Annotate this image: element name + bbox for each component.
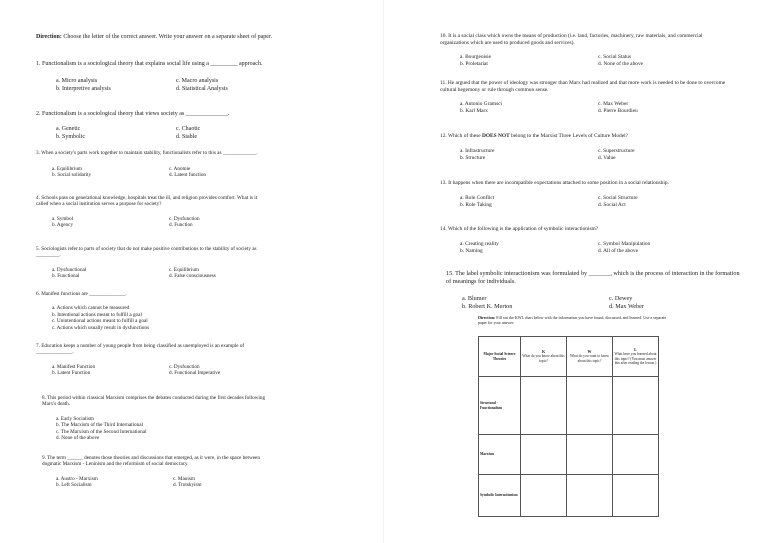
option-c[interactable]: c. The Marxism of the Second International [56,428,147,435]
directions [36,34,276,42]
question-1 [36,60,276,93]
kwl-cell-k[interactable] [521,475,567,517]
option-a[interactable]: a. Equilibrium [52,165,82,172]
option-b[interactable]: b. Symbolic [56,134,86,140]
question-9 [42,455,270,489]
option-c[interactable]: c. Social Structure [598,195,638,201]
question-4 [36,195,266,229]
option-a[interactable]: a. Symbol [52,215,74,222]
option-b[interactable]: b. The Marxism of the Third International [56,422,143,429]
option-c[interactable]: c. Social Status [598,54,632,60]
kwl-w-letter: W [587,349,592,355]
option-c[interactable]: c. Unintentional actions meant to fulfill a goal [52,318,148,325]
option-b[interactable]: b. Latent Function [52,369,91,376]
option-a[interactable]: a. Bourgeoisie [460,54,492,60]
option-d[interactable]: d. Value [598,155,616,161]
option-b[interactable]: b. Naming [460,248,483,254]
kwl-cell-l[interactable] [613,475,659,517]
kwl-cell-w[interactable] [567,435,613,475]
kwl-row-label: Marxism [479,435,521,475]
question-12 [440,133,726,162]
option-d[interactable]: d. None of the above [56,435,100,442]
question-stem: 15. The label symbolic interactionism was formulated by _______, which is the process of interaction in the formation of meanings for individuals. [446,270,740,286]
answer-options [56,416,270,442]
question-stem: 1. Functionalism is a sociological theory that explains social life using a _________ approach. [36,61,263,67]
option-d[interactable]: d. None of the above [598,61,644,67]
option-b[interactable]: b. Role Taking [460,202,492,208]
question-7 [36,343,266,376]
option-d[interactable]: d. Statistical Analysis [176,86,228,92]
option-b[interactable]: b. Proletariat [460,61,488,67]
question-stem: 5. Sociologists refer to parts of society that do not make positive contributions to the stability of society as _________. [36,246,257,259]
option-c[interactable]: c. Dysfunction [169,363,200,370]
question-stem: 11. He argued that the power of ideology was stronger than Marx had realized and that more work is needed to be done to overcome cultural hegemony or rule through common sense. [440,80,726,93]
kwl-row-marxism [479,435,659,475]
option-b[interactable]: b. Social solidarity [52,172,92,179]
option-b[interactable]: b. Karl Marx [460,108,488,114]
option-a[interactable]: a. Dysfunctional [52,266,87,273]
direction-text: Choose the letter of the correct answer. Write your answer on a separate sheet of paper. [63,34,273,40]
option-a[interactable]: a. Blumer [462,294,487,302]
option-b[interactable]: b. Robert K. Merton [462,303,513,311]
question-11 [440,80,726,115]
option-d[interactable]: d. Function [169,222,193,229]
stem-text: 12. Which of these [440,133,482,139]
kwl-cell-l[interactable] [613,377,659,435]
stem-emphasis: DOES NOT [481,133,510,139]
answer-options [52,364,266,376]
stem-text-end: belong to the Marxist Three Levels of Culture Model? [509,133,629,139]
option-b[interactable]: b. Structure [460,155,486,161]
kwl-row-symbolic [479,475,659,517]
option-c[interactable]: c. Anomie [169,165,191,172]
option-d[interactable]: d. Max Weber [609,303,644,311]
kwl-header-row [479,337,659,377]
kwl-row-label: Symbolic Interactionism [479,475,521,517]
answer-options [52,216,266,229]
option-d[interactable]: d. All of the above [598,248,638,254]
option-d[interactable]: d. False consciousness [169,273,216,280]
answer-options [56,476,270,489]
question-13 [440,180,726,209]
question-3 [36,150,266,179]
question-stem: 9. The term ______ denotes those theories and discussions that emerged, as it were, in the space between dogmatic Marxism - Leninism and the reformism of social democracy. [42,455,260,468]
answer-options [460,241,726,255]
answer-options [462,295,746,312]
answer-options [460,148,726,162]
question-stem: 8. This period within classical Marxism comprises the debates conducted during the first decades following Marx's death. [42,395,266,408]
option-a[interactable]: a. Actions which cannot be measured [52,305,130,312]
question-15 [446,270,746,312]
option-a[interactable]: a. Creating reality [460,241,499,247]
answer-options [56,77,276,93]
kwl-cell-k[interactable] [521,435,567,475]
kwl-l-text: What have you learned about this topic? (You must answer this after reading the lesson.) [614,352,657,365]
kwl-l-letter: L [634,347,637,353]
option-d[interactable]: d. Stable [176,134,197,140]
question-stem: 7. Education keeps a number of young people from being classified as unemployed is an example of ______________. [36,343,245,356]
option-c[interactable]: c. Dewey [609,294,633,302]
question-stem: 3. When a society's parts work together to maintain stability, functionalists refer to this as _____________. [36,150,258,156]
question-10 [440,33,726,68]
option-b[interactable]: b. Interpretive analysis [56,86,111,92]
direction-label: Direction: [478,315,496,320]
option-d[interactable]: d. Pierre Bourdieu [598,108,638,114]
kwl-header-k [521,337,567,377]
kwl-k-text: What do you know about this topic? [522,354,565,363]
kwl-header-l [613,337,659,377]
option-b[interactable]: b. Functional [52,273,80,280]
option-d[interactable]: d. Trotskyism [173,482,202,489]
option-b[interactable]: b. Left Socialism [56,482,92,489]
option-d[interactable]: d. Functional Imperative [169,369,221,376]
option-c[interactable]: c. Dysfunction [169,215,200,222]
option-c[interactable]: c. Maoism [173,475,195,482]
kwl-cell-w[interactable] [567,377,613,435]
direction-text: Fill out the KWL chart below with the information you have found, discussed, and learned. Use a separate paper for your answer. [478,315,667,325]
question-stem: 10. It is a social class which owns the means of production (i.e. land, factories, machinery, raw materials, and commercial organizations which are used to produced goods and services). [440,33,703,46]
question-stem: 6. Manifest functions are ______________. [36,291,127,297]
question-stem [440,133,726,140]
question-stem: 13. It happens when there are incompatible expectations attached to some position in a social relationship. [440,180,669,186]
option-d[interactable]: d. Social Act [598,202,626,208]
option-a[interactable]: a. Antonio Gramsci [460,101,503,107]
answer-options [460,101,726,115]
answer-options [460,54,726,68]
option-a[interactable]: a. Infrastructure [460,148,495,154]
option-a[interactable]: a. Role Conflict [460,195,495,201]
question-8 [42,395,270,441]
kwl-cell-w[interactable] [567,475,613,517]
kwl-header-w [567,337,613,377]
kwl-k-letter: K [541,349,546,355]
question-stem: 2. Functionalism is a sociological theory that views society as ______________. [36,111,230,117]
answer-options [460,195,726,209]
kwl-header-theories: Major Social Science Theories [479,337,521,377]
option-a[interactable]: a. Genetic [56,126,81,132]
kwl-cell-l[interactable] [613,435,659,475]
direction-label: Direction: [36,34,62,40]
question-6 [36,291,266,331]
option-c[interactable]: c. Equilibrium [169,266,199,273]
option-c[interactable]: c. Superstructure [598,148,635,154]
kwl-w-text: What do you want to know about this topic? [569,354,610,363]
question-5 [36,246,266,280]
option-a[interactable]: a. Early Socialism [56,415,94,422]
question-stem: 4. Schools pass on generational knowledge, hospitals treat the ill, and religion provides comfort. What is it called when a social institution serves a purpose for society? [36,195,258,208]
question-2 [36,110,276,141]
option-c[interactable]: c. Macro analysis [176,78,219,84]
kwl-cell-k[interactable] [521,377,567,435]
option-a[interactable]: a. Austro - Marxism [56,475,98,482]
option-c-second[interactable]: c. Actions which usually result in dysfunctions [52,324,149,331]
option-b[interactable]: b. Agency [52,222,74,229]
kwl-row-label: Structural - Functionalism [479,377,521,435]
kwl-chart [478,336,659,517]
option-c[interactable]: c. Chaotic [176,126,201,132]
option-d[interactable]: d. Latent function [169,172,207,179]
option-c[interactable]: c. Max Weber [598,101,629,107]
answer-options [56,125,276,141]
question-14 [440,226,726,255]
option-a[interactable]: a. Manifest Function [52,363,96,370]
question-stem: 14. Which of the following is the application of symbolic interactionism? [440,226,599,232]
answer-options [52,305,266,331]
answer-options [52,267,266,280]
option-a[interactable]: a. Micro analysis [56,78,98,84]
option-b[interactable]: b. Intentional actions meant to fulfill a goal [52,311,142,318]
kwl-directions [478,315,668,325]
answer-options [52,166,266,179]
option-c[interactable]: c. Symbol Manipulation [598,241,651,247]
kwl-row-structural [479,377,659,435]
